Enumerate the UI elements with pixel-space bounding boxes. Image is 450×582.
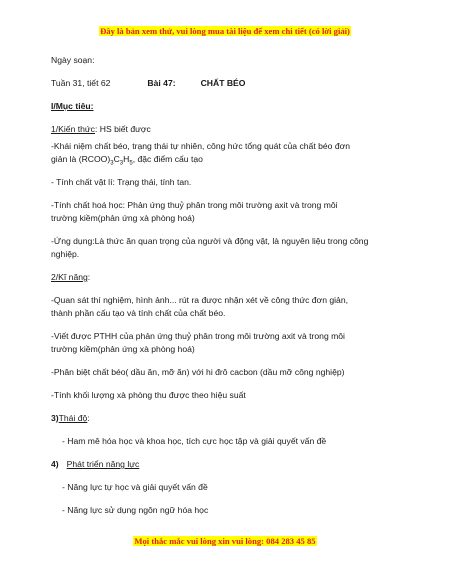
preview-banner-text: Đây là bản xem thử, vui lòng mua tài liệu để xem chi tiết (có lời giải)	[100, 26, 350, 36]
competency-label: Phát triển năng lực	[66, 459, 140, 469]
skills-item-1: -Quan sát thí nghiệm, hình ảnh... rút ra được nhận xét về công thức đơn giản,	[51, 295, 348, 305]
week-label: Tuần 31, tiết 62	[51, 78, 111, 88]
competency-item-2: - Năng lực sử dụng ngôn ngữ hóa học	[62, 505, 209, 515]
formula-prefix: giản là (RCOO)	[51, 154, 111, 164]
skills-label: 2/Kĩ năng	[51, 272, 88, 282]
formula-sub: 3	[110, 160, 114, 167]
knowledge-item-1-cont	[51, 153, 391, 171]
attitude-heading	[51, 412, 391, 425]
skills-item-2-cont: trường kiềm(phản ứng xà phòng hoá)	[51, 344, 195, 354]
formula-sub: 5	[129, 160, 133, 167]
attitude-colon: :	[87, 413, 90, 423]
attitude-label: Thái độ	[58, 413, 88, 423]
competency-heading	[51, 458, 391, 471]
skills-item-2: -Viết được PTHH của phản ứng thuỷ phân trong môi trường axit và trong môi	[51, 331, 345, 341]
section-objectives: I/Mục tiêu:	[51, 101, 94, 111]
lesson-number: Bài 47:	[147, 78, 176, 88]
contact-banner-text: Mọi thắc mắc vui lòng xin vui lòng: 084 283 45 85	[134, 536, 316, 546]
date-line: Ngày soạn:	[51, 55, 95, 65]
contact-banner	[0, 536, 450, 546]
competency-number: 4)	[51, 459, 59, 469]
formula-c: C	[113, 154, 120, 164]
knowledge-item-1: -Khái niệm chất béo, trạng thái tự nhiên, công hức tổng quát của chất béo đơn	[51, 141, 351, 151]
knowledge-item-3: -Tính chất hoá học: Phản ứng thuỷ phân trong môi trường axit và trong môi	[51, 200, 338, 210]
knowledge-item-2: - Tính chất vật lí: Trạng thái, tính tan.	[51, 177, 192, 187]
skills-item-4: -Tính khối lượng xà phòng thu được theo hiệu suất	[51, 390, 246, 400]
attitude-item-1: - Ham mê hóa học và khoa học, tích cực học tập và giải quyết vấn đề	[62, 436, 327, 446]
knowledge-label: 1/Kiến thức	[51, 124, 95, 134]
preview-banner	[0, 26, 450, 36]
knowledge-heading	[51, 123, 391, 136]
lesson-title: CHẤT BÉO	[200, 78, 246, 88]
knowledge-item-4-cont: nghiệp.	[51, 249, 80, 259]
lesson-header	[51, 77, 391, 90]
formula-sub: 3	[119, 160, 124, 167]
skills-item-3: -Phân biệt chất béo( dầu ăn, mỡ ăn) với hi đrô cacbon (dầu mỡ công nghiệp)	[51, 367, 345, 377]
skills-item-1-cont: thành phần cấu tạo và tính chất của chất béo.	[51, 308, 226, 318]
competency-item-1: - Năng lực tự học và giải quyết vấn đề	[62, 482, 208, 492]
formula-h: H	[123, 154, 130, 164]
knowledge-item-3-cont: trường kiềm(phản ứng xà phòng hoá)	[51, 213, 195, 223]
formula-suffix: , đặc điểm cấu tạo	[132, 154, 203, 164]
skills-colon: :	[87, 272, 91, 282]
knowledge-item-4: -Ứng dụng:Là thức ăn quan trọng của người và động vật, là nguyên liệu trong công	[51, 236, 369, 246]
knowledge-intro: : HS biết được	[94, 124, 151, 134]
skills-heading	[51, 271, 391, 284]
attitude-number: 3)	[51, 413, 59, 423]
